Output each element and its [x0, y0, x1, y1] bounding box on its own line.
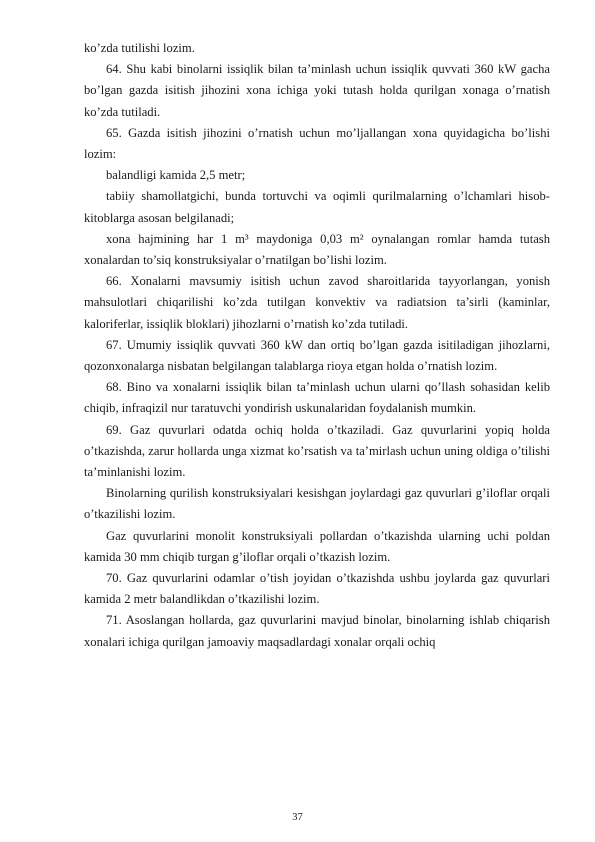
paragraph-64: 64. Shu kabi binolarni issiqlik bilan ta’minlash uchun issiqlik quvvati 360 kW gacha bo’lgan gazda isitish jihozini xona ichiga yoki tutash holda qurilgan xonaga o’rnatish ko’zda tutiladi. — [84, 62, 550, 119]
paragraph-69-sleeves: Binolarning qurilish konstruksiyalari kesishgan joylardagi gaz quvurlari g’iloflar orqali o’tkazilishi lozim. — [84, 486, 550, 522]
page-number: 37 — [292, 812, 303, 823]
paragraph-67: 67. Umumiy issiqlik quvvati 360 kW dan ortiq bo’lgan gazda isitiladigan jihozlarni, qozonxonalarga nisbatan belgilangan talablarga rioya etgan holda o’rnatish lozim. — [84, 337, 550, 374]
paragraph-70: 70. Gaz quvurlarini odamlar o’tish joyidan o’tkazishda ushbu joylarda gaz quvurlari kamida 2 metr balandlikdan o’tkazilishi lozim. — [84, 571, 550, 607]
paragraph-65: 65. Gazda isitish jihozini o’rnatish uchun mo’ljallangan xona quyidagicha bo’lishi lozim: — [84, 125, 550, 162]
paragraph-68: 68. Bino va xonalarni issiqlik bilan ta’minlash uchun ularni qo’llash sohasidan kelib chiqib, infraqizil nur taratuvchi yondirish uskunalaridan foydalanish mumkin. — [84, 380, 550, 416]
paragraph-66: 66. Xonalarni mavsumiy isitish uchun zavod sharoitlarida tayyorlangan, yonish mahsulotlari chiqarilishi ko’zda tutilgan konvektiv va radiatsion ta’sirli (kaminlar, kaloriferlar, issiqlik bloklari) jihozlarni o’rnatish ko’zda tutiladi. — [84, 274, 550, 331]
paragraph-continuation: ko’zda tutilishi lozim. — [84, 41, 195, 55]
document-body — [84, 38, 550, 653]
paragraph-65-item-height: balandligi kamida 2,5 metr; — [106, 168, 246, 183]
paragraph-69-floors: Gaz quvurlarini monolit konstruksiyali pollardan o’tkazishda ularning uchi poldan kamida 30 mm chiqib turgan g’iloflar orqali o’tkazish lozim. — [84, 528, 550, 564]
paragraph-69: 69. Gaz quvurlari odatda ochiq holda o’tkaziladi. Gaz quvurlarini yopiq holda o’tkazishda, zarur hollarda unga xizmat ko’rsatish va ta’mirlash uchun uning oldiga o’tilishi ta’minlanishi lozim. — [84, 422, 550, 480]
paragraph-71: 71. Asoslangan hollarda, gaz quvurlarini mavjud binolar, binolarning ishlab chiqarish xonalari ichiga qurilgan jamoaviy maqsadlardagi xonalar orqali ochiq — [84, 613, 550, 649]
paragraph-65-item-ventilation: tabiiy shamollatgichi, bunda tortuvchi va oqimli qurilmalarning o’lchamlari hisob-kitoblarga asosan belgilanadi; — [84, 189, 550, 225]
paragraph-65-item-windows: xona hajmining har 1 m³ maydoniga 0,03 m² oynalangan romlar hamda tutash xonalardan to’siq konstruksiyalar o’rnatilgan bo’lishi lozim. — [84, 231, 550, 268]
